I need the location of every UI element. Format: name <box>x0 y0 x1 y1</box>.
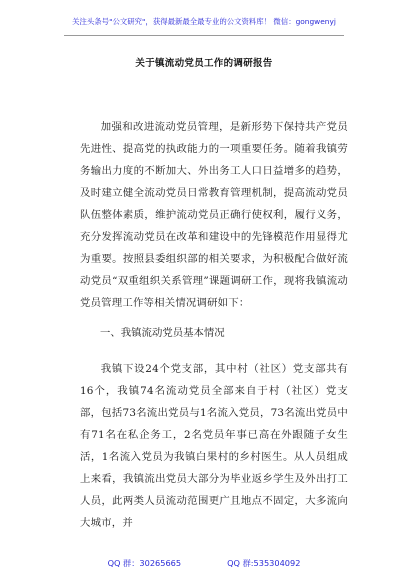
header-divider <box>64 35 344 36</box>
header-banner: 关注头条号"公文研究"，获得最新最全最专业的公文资料库！ 微信：gongwenyj <box>72 17 336 26</box>
intro-paragraph: 加强和改进流动党员管理，是新形势下保持共产党员先进性、提高党的执政能力的一项重要任务。随着我镇劳务输出力度的不断加大、外出务工人口日益增多的趋势，及时建立健全流动党员日常教育管理机制，提高流动党员队伍整体素质，维护流动党员正确行使权利，履行义务，充分发挥流动党员在改革和建设中的先锋模范作用显得尤为重要。按照县委组织部的相关要求，为积极配合做好流动党员“双重组织关系管理”课题调研工作，现将我镇流动党员管理工作等相关情况调研如下： <box>80 121 348 309</box>
footer-qq-group-1: QQ 群：30265665 <box>107 558 182 568</box>
section-1-paragraph: 我镇下设24个党支部，其中村（社区）党支部共有16个，我镇74名流动党员全部来自于村（社区）党支部，包括73名流出党员与1名流入党员，73名流出党员中有71名在私企务工，2名党员年事已高在外跟随子女生活，1名流入党员为我镇白果村的乡村医生。从人员组成上来看，我镇流出党员大部分为毕业返乡学生及外出打工人员，此两类人员流动范围更广且地点不固定，大多流向大城市，并 <box>80 363 348 529</box>
document-title: 关于镇流动党员工作的调研报告 <box>135 58 273 69</box>
section-1-heading: 一、我镇流动党员基本情况 <box>100 327 225 339</box>
footer-contact <box>0 558 408 569</box>
footer-qq-group-2: QQ 群:535304092 <box>227 558 301 568</box>
